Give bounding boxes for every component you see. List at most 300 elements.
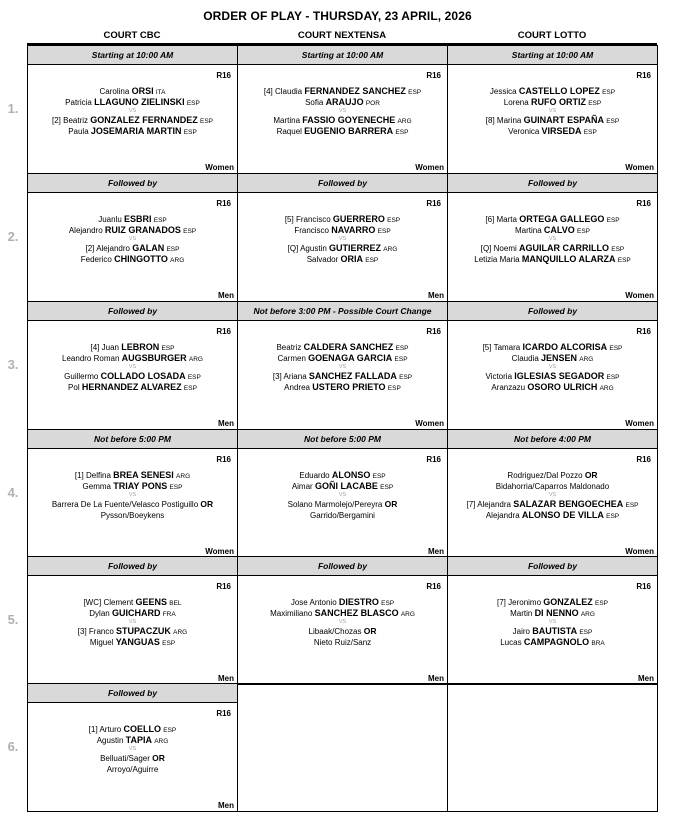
- player-line: [448, 115, 657, 126]
- round-label: R16: [636, 199, 651, 208]
- player-line: [28, 735, 237, 746]
- match-cell: [447, 45, 658, 174]
- schedule-time: Not before 5:00 PM: [28, 430, 237, 449]
- pending-pair: [28, 753, 237, 764]
- player-last-name: ICARDO ALCORISA: [522, 342, 608, 352]
- round-label: R16: [636, 327, 651, 336]
- seed: [WC]: [83, 598, 102, 607]
- player-first-name: Tamara: [493, 343, 521, 352]
- schedule-time: Not before 4:00 PM: [448, 430, 657, 449]
- nationality: ARG: [173, 629, 188, 636]
- nationality: ARG: [383, 246, 398, 253]
- schedule-time: Followed by: [28, 302, 237, 321]
- player-last-name: SANCHEZ BLASCO: [314, 608, 399, 618]
- player-first-name: Patricia: [65, 98, 92, 107]
- player-line: [238, 371, 447, 382]
- player-first-name: Aimar: [291, 482, 313, 491]
- seed: [3]: [77, 627, 87, 636]
- seed: [Q]: [287, 244, 299, 253]
- player-line: [238, 382, 447, 393]
- match-cell: [27, 429, 238, 558]
- match-players: [448, 342, 657, 393]
- or-label: OR: [584, 470, 598, 480]
- player-first-name: Juanlu: [98, 215, 122, 224]
- seed: [4]: [90, 343, 100, 352]
- player-first-name: Francisco: [295, 215, 331, 224]
- player-line: [448, 510, 657, 521]
- player-last-name: GONZALEZ FERNANDEZ: [90, 115, 198, 125]
- nationality: ESP: [395, 345, 409, 352]
- player-first-name: Lorena: [503, 98, 529, 107]
- pending-pair: [28, 499, 237, 510]
- schedule-time: Followed by: [28, 684, 237, 703]
- category-label: Women: [415, 419, 444, 428]
- nationality: ESP: [161, 345, 175, 352]
- player-line: [238, 97, 447, 108]
- or-label: OR: [363, 626, 377, 636]
- nationality: ESP: [602, 89, 616, 96]
- seed: [4]: [263, 87, 273, 96]
- player-first-name: Raquel: [276, 127, 302, 136]
- nationality: ESP: [153, 217, 167, 224]
- vs-separator: VS: [338, 108, 347, 114]
- seed: [5]: [284, 215, 294, 224]
- round-label: R16: [426, 455, 441, 464]
- seed: [1]: [74, 471, 84, 480]
- match-players: [238, 214, 447, 265]
- player-line: [28, 97, 237, 108]
- pair-names: Solano Marmolejo/Pereyra: [287, 500, 383, 509]
- nationality: ESP: [186, 100, 200, 107]
- pair-names: Libaak/Chozas: [308, 627, 362, 636]
- round-label: R16: [216, 327, 231, 336]
- player-line: [238, 225, 447, 236]
- player-first-name: Martina: [273, 116, 301, 125]
- nationality: ESP: [187, 374, 201, 381]
- pending-pair: [238, 510, 447, 521]
- category-label: Women: [625, 419, 654, 428]
- player-line: [238, 608, 447, 619]
- category-label: Men: [428, 291, 444, 300]
- seed: [5]: [482, 343, 492, 352]
- category-label: Men: [218, 419, 234, 428]
- round-label: R16: [426, 582, 441, 591]
- player-last-name: GUINART ESPAÑA: [523, 115, 604, 125]
- player-last-name: CALVO: [543, 225, 575, 235]
- player-line: [28, 724, 237, 735]
- nationality: ESP: [387, 385, 401, 392]
- pending-pair: [448, 481, 657, 492]
- player-first-name: Maximiliano: [270, 609, 313, 618]
- player-line: [238, 214, 447, 225]
- schedule-time: Followed by: [448, 557, 657, 576]
- player-line: [238, 353, 447, 364]
- player-last-name: GOÑI LACABE: [314, 481, 378, 491]
- vs-separator: VS: [128, 108, 137, 114]
- player-line: [28, 225, 237, 236]
- player-last-name: SANCHEZ FALLADA: [308, 371, 397, 381]
- player-last-name: COELLO: [123, 724, 161, 734]
- match-players: [448, 470, 657, 521]
- player-first-name: Pol: [68, 383, 80, 392]
- player-first-name: Jose Antonio: [290, 598, 337, 607]
- nationality: ESP: [394, 356, 408, 363]
- category-label: Men: [218, 291, 234, 300]
- category-label: Men: [218, 801, 234, 810]
- vs-separator: VS: [338, 236, 347, 242]
- player-last-name: GOENAGA GARCIA: [308, 353, 393, 363]
- player-line: [28, 86, 237, 97]
- player-first-name: Veronica: [508, 127, 540, 136]
- pair-names: Barrera De La Fuente/Velasco Postiguillo: [51, 500, 199, 509]
- category-label: Men: [428, 674, 444, 683]
- match-players: [238, 470, 447, 521]
- match-players: [28, 86, 237, 137]
- seed: [Q]: [480, 244, 492, 253]
- round-label: R16: [216, 71, 231, 80]
- player-line: [448, 371, 657, 382]
- nationality: ARG: [579, 356, 594, 363]
- seed: [6]: [485, 215, 495, 224]
- player-first-name: Gemma: [82, 482, 111, 491]
- player-last-name: CASTELLO LOPEZ: [518, 86, 600, 96]
- player-line: [238, 597, 447, 608]
- player-last-name: OSORO ULRICH: [527, 382, 598, 392]
- player-last-name: VIRSEDA: [541, 126, 582, 136]
- player-line: [28, 254, 237, 265]
- player-line: [28, 243, 237, 254]
- nationality: ESP: [162, 640, 176, 647]
- player-line: [448, 97, 657, 108]
- nationality: ESP: [583, 129, 597, 136]
- round-label: R16: [636, 71, 651, 80]
- player-last-name: ORTEGA GALLEGO: [519, 214, 605, 224]
- player-last-name: CAMPAGNOLO: [523, 637, 590, 647]
- player-line: [238, 115, 447, 126]
- category-label: Women: [415, 163, 444, 172]
- seed: [8]: [485, 116, 495, 125]
- match-cell: [237, 429, 448, 558]
- player-line: [28, 382, 237, 393]
- player-line: [238, 254, 447, 265]
- player-line: [28, 371, 237, 382]
- nationality: ESP: [380, 484, 394, 491]
- player-last-name: FASSIO GOYENECHE: [302, 115, 396, 125]
- round-label: R16: [636, 455, 651, 464]
- player-first-name: Jeronimo: [508, 598, 542, 607]
- match-players: [238, 342, 447, 393]
- player-last-name: CALDERA SANCHEZ: [303, 342, 394, 352]
- player-last-name: SALAZAR BENGOECHEA: [513, 499, 624, 509]
- player-last-name: GUTIERREZ: [329, 243, 382, 253]
- player-first-name: Beatriz: [63, 116, 89, 125]
- seed: [3]: [272, 372, 282, 381]
- pair-names: Belluati/Sager: [100, 754, 150, 763]
- player-line: [448, 499, 657, 510]
- player-last-name: LLAGUNO ZIELINSKI: [94, 97, 185, 107]
- page-title: ORDER OF PLAY - THURSDAY, 23 APRIL, 2026: [203, 9, 472, 23]
- player-line: [28, 214, 237, 225]
- nationality: ESP: [606, 513, 620, 520]
- player-last-name: USTERO PRIETO: [312, 382, 386, 392]
- nationality: ESP: [200, 118, 214, 125]
- player-first-name: Paula: [68, 127, 89, 136]
- nationality: ESP: [611, 246, 625, 253]
- match-players: [28, 597, 237, 648]
- player-first-name: Arturo: [99, 725, 122, 734]
- player-first-name: Martina: [514, 226, 542, 235]
- empty-cell: [237, 683, 448, 812]
- nationality: ITA: [155, 89, 166, 96]
- pending-pair: [28, 764, 237, 775]
- player-first-name: Delfina: [85, 471, 111, 480]
- player-line: [448, 254, 657, 265]
- match-players: [448, 86, 657, 137]
- player-last-name: JOSEMARIA MARTIN: [90, 126, 182, 136]
- player-first-name: Carmen: [277, 354, 306, 363]
- match-cell: [237, 301, 448, 430]
- vs-separator: VS: [548, 364, 557, 370]
- match-cell: [237, 173, 448, 302]
- nationality: ESP: [372, 473, 386, 480]
- nationality: ARG: [176, 473, 191, 480]
- seed: [2]: [51, 116, 61, 125]
- round-label: R16: [216, 709, 231, 718]
- schedule-time: Followed by: [28, 557, 237, 576]
- category-label: Women: [205, 163, 234, 172]
- player-line: [238, 126, 447, 137]
- round-label: R16: [216, 582, 231, 591]
- match-players: [28, 724, 237, 775]
- seed: [7]: [496, 598, 506, 607]
- schedule-time: Not before 3:00 PM - Possible Court Change: [238, 302, 447, 321]
- nationality: FRA: [162, 611, 176, 618]
- player-first-name: Aranzazu: [491, 383, 526, 392]
- pair-names: Pysson/Boeykens: [100, 511, 165, 520]
- nationality: ESP: [606, 217, 620, 224]
- nationality: ESP: [166, 246, 180, 253]
- nationality: ESP: [606, 118, 620, 125]
- player-first-name: Martin: [510, 609, 533, 618]
- player-last-name: ORSI: [131, 86, 154, 96]
- player-line: [448, 637, 657, 648]
- player-last-name: TAPIA: [125, 735, 152, 745]
- player-first-name: Andrea: [284, 383, 310, 392]
- player-line: [238, 481, 447, 492]
- player-line: [28, 481, 237, 492]
- nationality: ESP: [595, 600, 609, 607]
- player-last-name: BAUTISTA: [532, 626, 578, 636]
- category-label: Women: [625, 163, 654, 172]
- nationality: BEL: [169, 600, 182, 607]
- nationality: ESP: [183, 129, 197, 136]
- category-label: Men: [218, 674, 234, 683]
- pair-names: Bidahorria/Caparros Maldonado: [495, 482, 610, 491]
- player-first-name: Marta: [496, 215, 517, 224]
- player-first-name: Guillermo: [64, 372, 99, 381]
- match-players: [448, 214, 657, 265]
- player-last-name: ALONSO DE VILLA: [521, 510, 604, 520]
- player-first-name: Jessica: [489, 87, 517, 96]
- player-last-name: GUERRERO: [332, 214, 385, 224]
- category-label: Women: [205, 547, 234, 556]
- vs-separator: VS: [548, 108, 557, 114]
- schedule-time: Starting at 10:00 AM: [28, 46, 237, 65]
- player-line: [28, 608, 237, 619]
- player-line: [448, 608, 657, 619]
- court-name-cbc: COURT CBC: [103, 30, 161, 41]
- nationality: ESP: [395, 129, 409, 136]
- player-last-name: NAVARRO: [331, 225, 376, 235]
- player-first-name: Salvador: [306, 255, 339, 264]
- schedule-time: Not before 5:00 PM: [238, 430, 447, 449]
- or-label: OR: [200, 499, 214, 509]
- match-cell: [27, 556, 238, 685]
- pair-names: Garrido/Bergamini: [310, 511, 375, 520]
- round-label: R16: [216, 199, 231, 208]
- vs-separator: VS: [128, 492, 137, 498]
- match-cell: [447, 429, 658, 558]
- player-last-name: ESBRI: [124, 214, 152, 224]
- nationality: ESP: [606, 374, 620, 381]
- player-last-name: FERNANDEZ SANCHEZ: [304, 86, 406, 96]
- round-label: R16: [636, 582, 651, 591]
- round-label: R16: [216, 455, 231, 464]
- player-last-name: BREA SENESI: [113, 470, 174, 480]
- schedule-time: Starting at 10:00 AM: [238, 46, 447, 65]
- nationality: ESP: [625, 502, 639, 509]
- round-label: R16: [426, 71, 441, 80]
- nationality: ESP: [377, 228, 391, 235]
- category-label: Men: [428, 547, 444, 556]
- match-players: [238, 86, 447, 137]
- seed: [2]: [85, 244, 95, 253]
- nationality: ESP: [387, 217, 401, 224]
- schedule-time: Followed by: [238, 557, 447, 576]
- pending-pair: [238, 499, 447, 510]
- player-first-name: Sofia: [305, 98, 324, 107]
- category-label: Men: [638, 674, 654, 683]
- player-first-name: Eduardo: [299, 471, 330, 480]
- player-line: [448, 126, 657, 137]
- player-first-name: Francisco: [294, 226, 330, 235]
- player-last-name: EUGENIO BARRERA: [304, 126, 394, 136]
- player-line: [448, 225, 657, 236]
- nationality: ARG: [154, 738, 169, 745]
- player-line: [238, 86, 447, 97]
- nationality: ESP: [579, 629, 593, 636]
- player-line: [28, 637, 237, 648]
- player-first-name: Marina: [496, 116, 522, 125]
- schedule-time: Followed by: [238, 174, 447, 193]
- match-number: 1.: [7, 101, 19, 116]
- nationality: ESP: [617, 257, 631, 264]
- player-last-name: MANQUILLO ALARZA: [521, 254, 616, 264]
- player-line: [238, 342, 447, 353]
- match-cell: [447, 173, 658, 302]
- player-first-name: Alejandra: [477, 500, 511, 509]
- player-first-name: Miguel: [89, 638, 114, 647]
- player-first-name: Claudia: [275, 87, 303, 96]
- pair-names: Rodriguez/Dal Pozzo: [507, 471, 583, 480]
- player-first-name: Ariana: [283, 372, 307, 381]
- player-last-name: CHINGOTTO: [114, 254, 168, 264]
- match-players: [28, 342, 237, 393]
- nationality: ESP: [576, 228, 590, 235]
- or-label: OR: [152, 753, 165, 763]
- player-last-name: HERNANDEZ ALVAREZ: [81, 382, 182, 392]
- player-first-name: Agustin: [96, 736, 124, 745]
- nationality: ESP: [163, 727, 177, 734]
- pending-pair: [28, 510, 237, 521]
- match-number: 5.: [7, 612, 19, 627]
- player-last-name: YANGUAS: [115, 637, 160, 647]
- player-first-name: Agustin: [300, 244, 327, 253]
- player-last-name: AGUILAR CARRILLO: [519, 243, 609, 253]
- court-name-nextensa: COURT NEXTENSA: [297, 30, 387, 41]
- seed: [7]: [466, 500, 476, 509]
- match-cell: [447, 301, 658, 430]
- player-first-name: Noemi: [493, 244, 517, 253]
- category-label: Women: [625, 291, 654, 300]
- nationality: ESP: [408, 89, 422, 96]
- player-line: [238, 470, 447, 481]
- pending-pair: [448, 470, 657, 481]
- vs-separator: VS: [548, 236, 557, 242]
- empty-cell: [447, 683, 658, 812]
- player-last-name: COLLADO LOSADA: [100, 371, 186, 381]
- player-last-name: IGLESIAS SEGADOR: [514, 371, 605, 381]
- player-first-name: Alejandro: [96, 244, 130, 253]
- nationality: ARG: [400, 611, 415, 618]
- match-cell: [237, 556, 448, 685]
- pair-names: Arroyo/Aguirre: [106, 765, 159, 774]
- player-last-name: LEBRON: [121, 342, 160, 352]
- match-players: [238, 597, 447, 648]
- player-line: [448, 342, 657, 353]
- match-players: [28, 214, 237, 265]
- match-cell: [27, 301, 238, 430]
- player-last-name: ARAUJO: [325, 97, 364, 107]
- player-last-name: TRIAY PONS: [113, 481, 168, 491]
- vs-separator: VS: [128, 364, 137, 370]
- player-line: [28, 126, 237, 137]
- player-line: [28, 115, 237, 126]
- nationality: ESP: [365, 257, 379, 264]
- player-first-name: Leandro Roman: [62, 354, 120, 363]
- nationality: ESP: [399, 374, 413, 381]
- player-line: [448, 382, 657, 393]
- vs-separator: VS: [128, 619, 137, 625]
- match-cell: [27, 45, 238, 174]
- player-last-name: GONZALEZ: [543, 597, 593, 607]
- player-line: [28, 353, 237, 364]
- nationality: ESP: [183, 385, 197, 392]
- seed: [1]: [88, 725, 98, 734]
- nationality: BRA: [591, 640, 605, 647]
- match-number: 3.: [7, 357, 19, 372]
- court-headers: [27, 30, 657, 42]
- vs-separator: VS: [338, 619, 347, 625]
- player-line: [28, 626, 237, 637]
- or-label: OR: [384, 499, 398, 509]
- vs-separator: VS: [548, 619, 557, 625]
- schedule-time: Followed by: [28, 174, 237, 193]
- pending-pair: [238, 637, 447, 648]
- player-line: [28, 597, 237, 608]
- player-last-name: AUGSBURGER: [121, 353, 187, 363]
- round-label: R16: [426, 327, 441, 336]
